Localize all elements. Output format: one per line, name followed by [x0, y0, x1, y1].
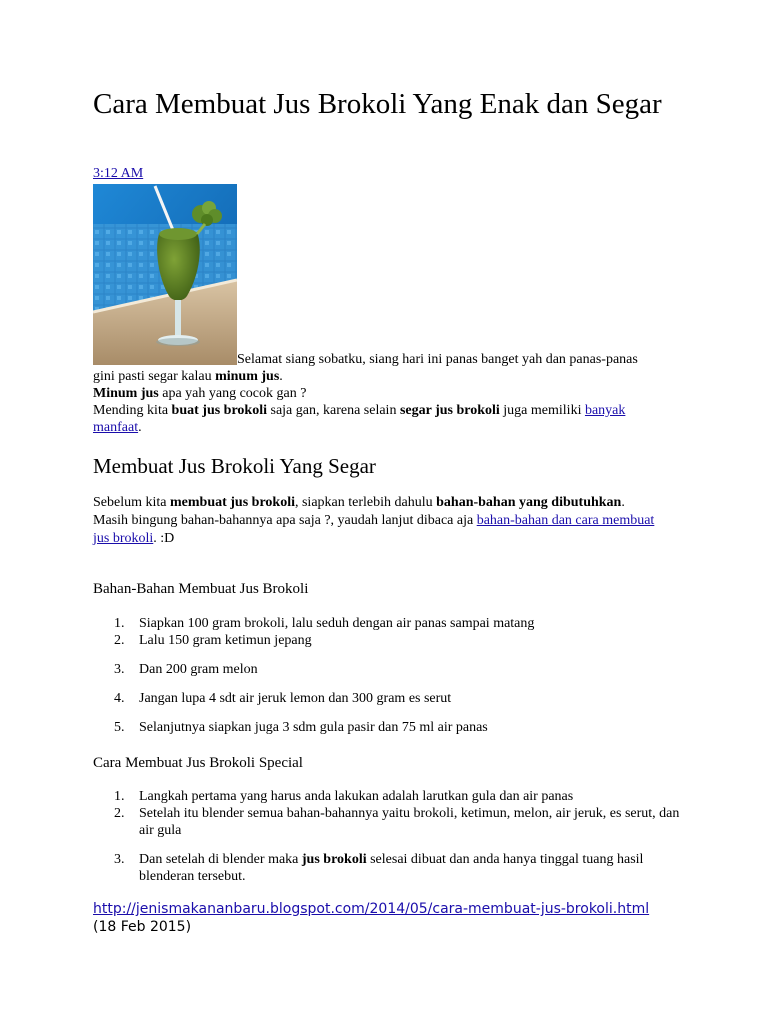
benefits-link[interactable]: banyak manfaat [93, 403, 626, 435]
section-heading: Membuat Jus Brokoli Yang Segar [93, 454, 376, 478]
intro-paragraph [93, 351, 663, 436]
paragraph-text: . Masih bingung bahan-bahannya apa saja ?, yaudah lanjut dibaca aja [93, 495, 625, 528]
list-number: 1. [114, 789, 125, 804]
source-date: (18 Feb 2015) [93, 919, 192, 935]
bold-text: Minum jus [93, 386, 159, 401]
list-number: 3. [114, 852, 125, 867]
paragraph-text: Sebelum kita [93, 495, 170, 510]
bold-text: minum jus [215, 369, 280, 384]
source-link[interactable]: http://jenismakananbaru.blogspot.com/2014/05/cara-membuat-jus-brokoli.html [93, 901, 650, 917]
ingredients-heading: Bahan-Bahan Membuat Jus Brokoli [93, 581, 309, 597]
list-item [93, 632, 312, 649]
list-number: 2. [114, 806, 125, 821]
list-text: selesai dibuat dan anda hanya tinggal tuang hasil blenderan tersebut. [139, 852, 644, 884]
paragraph-text: , siapkan terlebih dahulu [294, 495, 437, 510]
intro-text: juga memiliki [499, 403, 585, 418]
list-text: Siapkan 100 gram brokoli, lalu seduh dengan air panas sampai matang [139, 616, 535, 631]
intro-text: . [279, 369, 283, 384]
list-text: Selanjutnya siapkan juga 3 sdm gula pasir dan 75 ml air panas [139, 720, 488, 735]
list-text: Dan 200 gram melon [139, 662, 258, 677]
list-text: Dan setelah di blender maka [139, 852, 302, 867]
list-item [93, 851, 683, 885]
intro-text: Mending kita [93, 403, 172, 418]
bold-text: jus brokoli [301, 852, 367, 867]
list-number: 1. [114, 616, 125, 631]
intro-text: Selamat siang sobatku, siang hari ini panas banget yah dan panas-panas gini pasti segar kalau [93, 352, 638, 384]
bold-text: membuat jus brokoli [170, 495, 295, 510]
intro-text: apa yah yang cocok gan ? [158, 386, 307, 401]
list-item [93, 805, 683, 839]
list-number: 3. [114, 662, 125, 677]
intro-text: saja gan, karena selain [267, 403, 400, 418]
bold-text: segar jus brokoli [399, 403, 500, 418]
list-number: 5. [114, 720, 125, 735]
list-item [93, 690, 451, 707]
paragraph-text: . :D [153, 531, 175, 546]
bold-text: buat jus brokoli [171, 403, 267, 418]
intro-text: . [138, 420, 142, 435]
list-text: Jangan lupa 4 sdt air jeruk lemon dan 300 gram es serut [139, 691, 452, 706]
post-time-link[interactable]: 3:12 AM [93, 166, 144, 181]
list-text: Setelah itu blender semua bahan-bahannya yaitu brokoli, ketimun, melon, air jeruk, es serut, dan air gula [139, 806, 680, 838]
article-title: Cara Membuat Jus Brokoli Yang Enak dan Segar [93, 88, 662, 120]
recipe-link[interactable]: bahan-bahan dan cara membuat jus brokoli [93, 513, 655, 546]
method-heading: Cara Membuat Jus Brokoli Special [93, 755, 303, 771]
bold-text: bahan-bahan yang dibutuhkan [436, 495, 622, 510]
list-text: Langkah pertama yang harus anda lakukan adalah larutkan gula dan air panas [139, 789, 574, 804]
list-item [93, 788, 683, 805]
list-item [93, 661, 258, 678]
broccoli-juice-photo [93, 184, 237, 365]
list-item [93, 719, 488, 736]
list-number: 2. [114, 633, 125, 648]
section-paragraph [93, 494, 663, 548]
list-item [93, 615, 534, 632]
list-number: 4. [114, 691, 125, 706]
list-text: Lalu 150 gram ketimun jepang [139, 633, 312, 648]
